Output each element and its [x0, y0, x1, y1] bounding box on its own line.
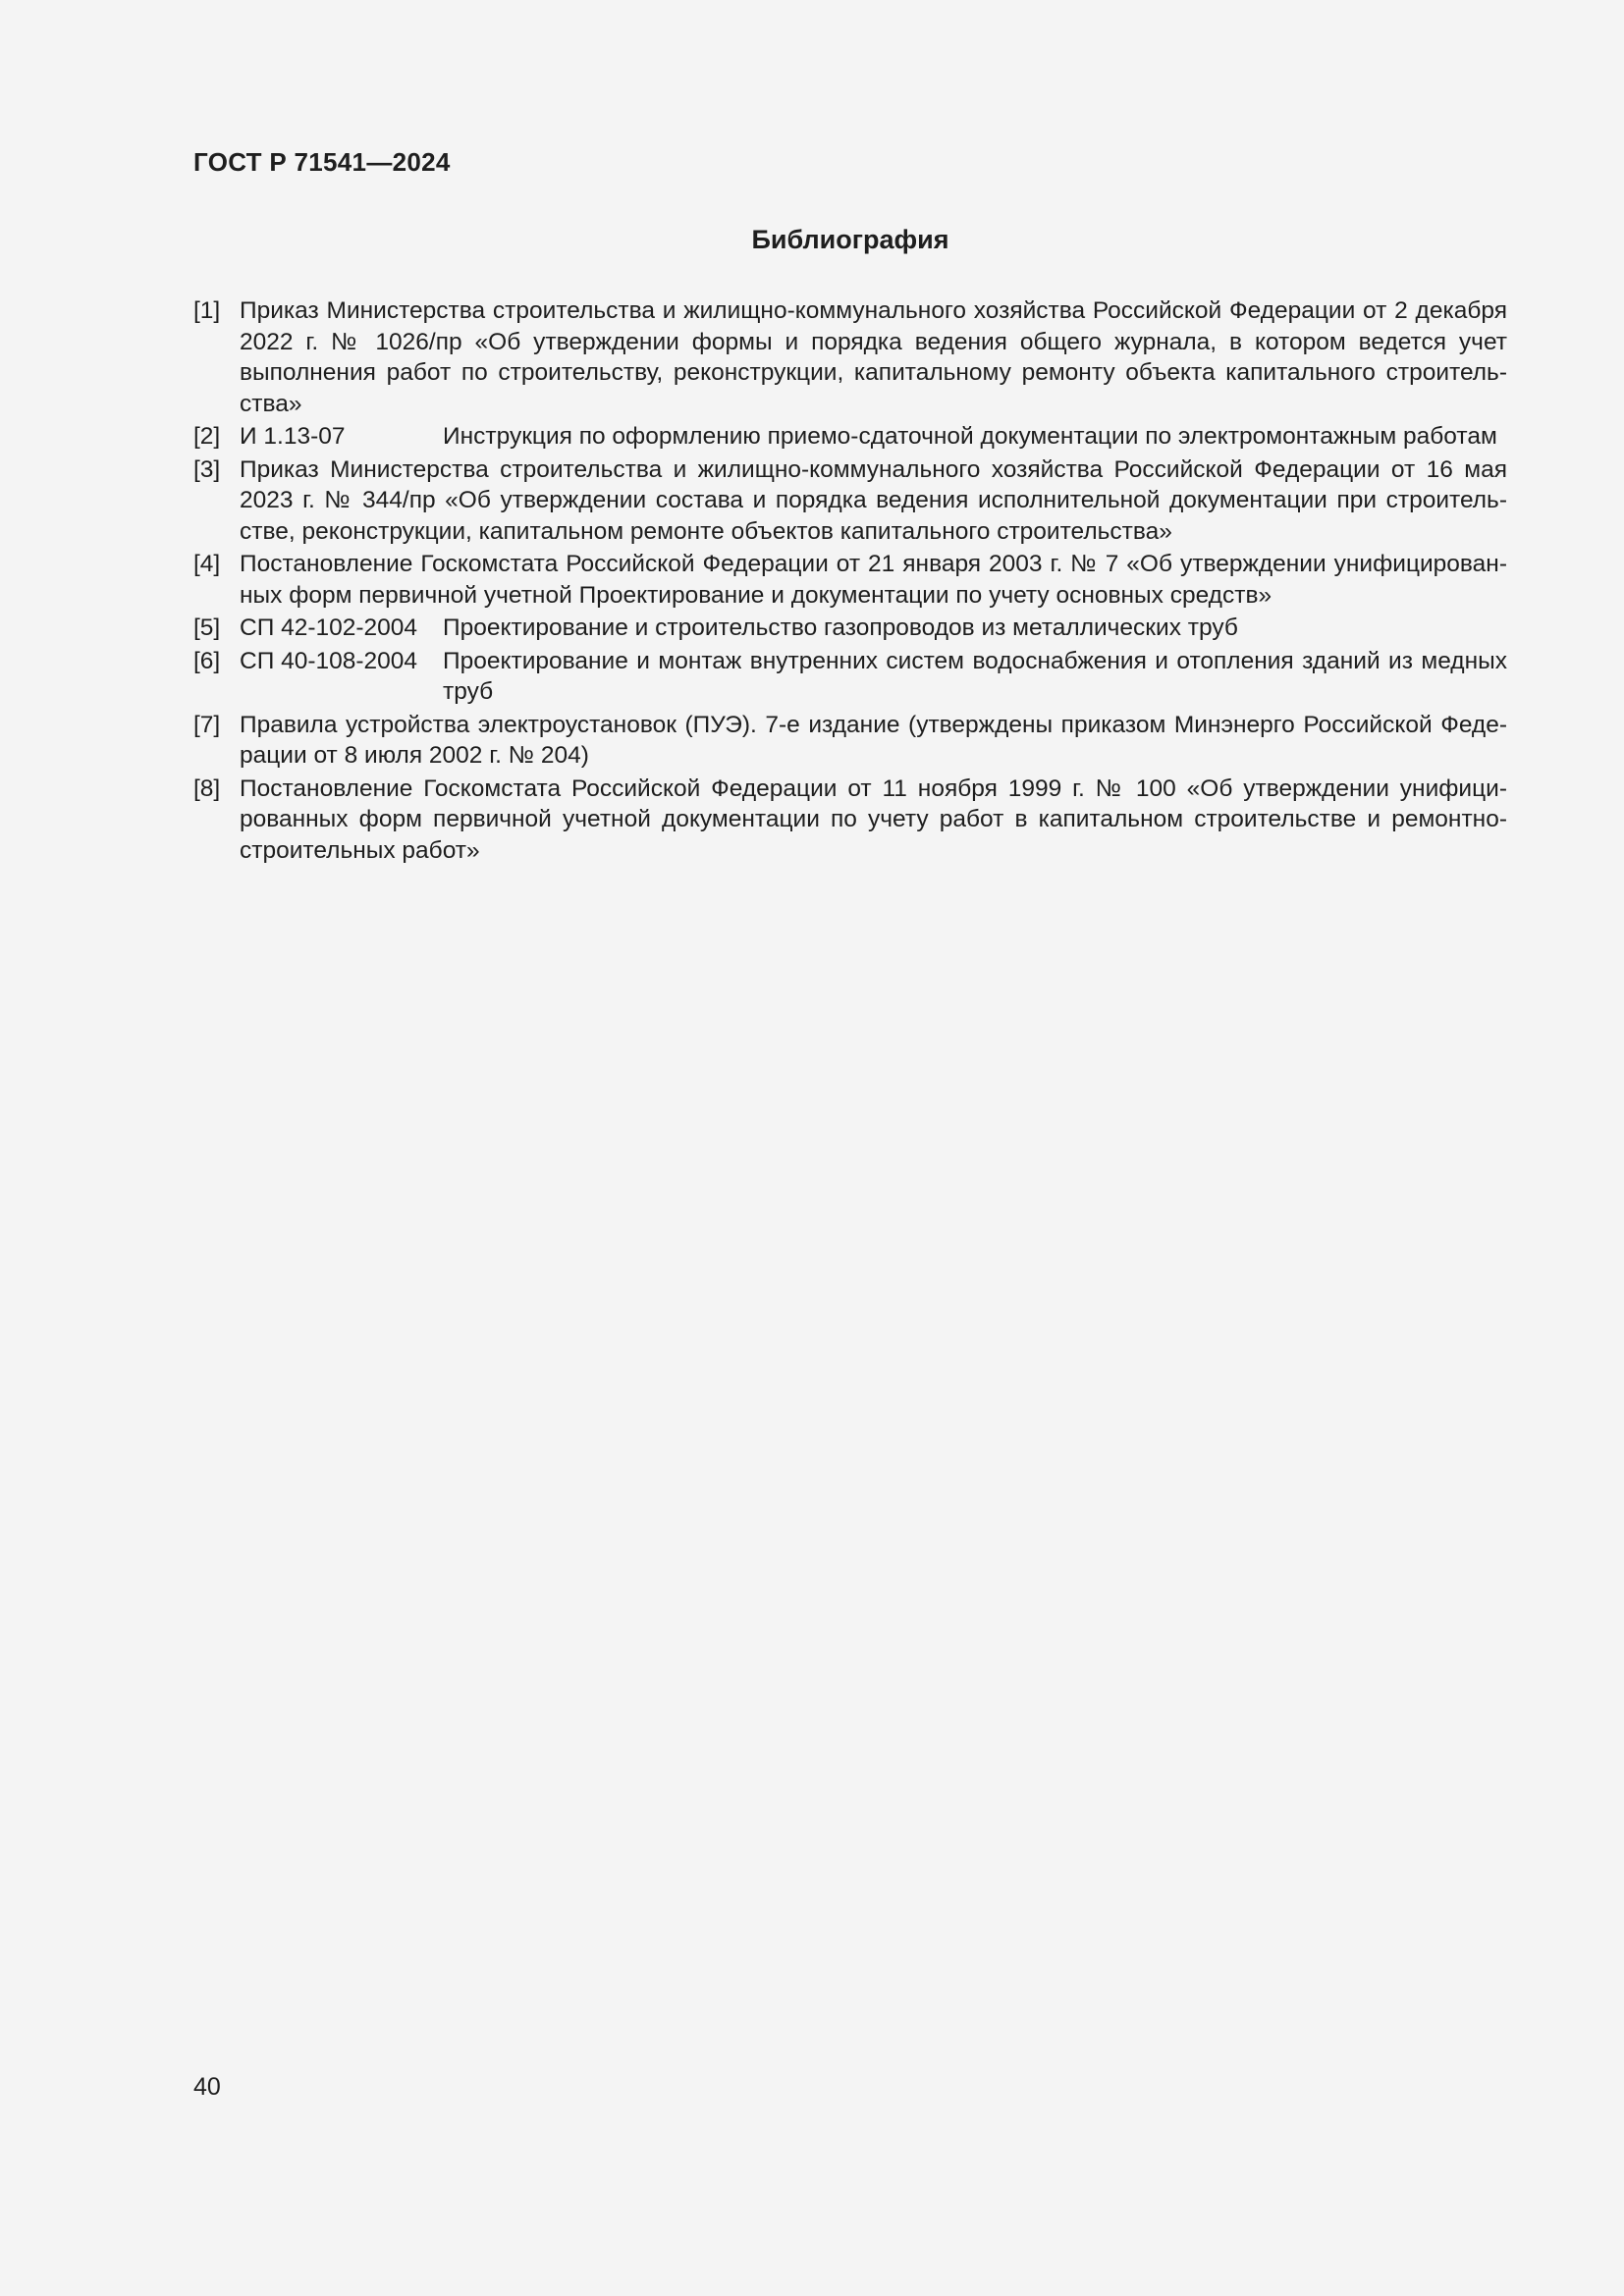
section-title-bibliography: Библиография	[751, 225, 949, 254]
bibliography-entry-2	[193, 421, 1507, 453]
bibliography-entry-text: Правила устройства электроустановок (ПУЭ). 7-е издание (утверждены приказом Минэнерго Российской Федерации от 8 июля 2002 г. № 204)	[240, 711, 1507, 769]
bibliography-entry-7	[193, 710, 1507, 772]
document-code: ГОСТ Р 71541—2024	[193, 147, 451, 177]
bibliography-entry-8	[193, 774, 1507, 867]
bibliography-entry-text: Проектирование и монтаж внутренних систем водоснабжения и отопления зданий из медных труб	[443, 647, 1507, 705]
bibliography-list	[193, 295, 1507, 868]
bibliography-entry-4	[193, 549, 1507, 611]
bibliography-entry-5	[193, 613, 1507, 644]
bibliography-entry-1	[193, 295, 1507, 419]
bibliography-entry-text: Приказ Министерства строительства и жилищно-коммунального хозяйства Российской Федерации от 16 мая 2023 г. № 344/пр «Об утверждении состава и порядка ведения исполнительной документации при строительстве, реконструкции, капитальном ремонте объектов капитального строительства»	[240, 455, 1507, 545]
bibliography-entry-text: Постановление Госкомстата Российской Федерации от 11 ноября 1999 г. № 100 «Об утверждении унифицированных форм первичной учетной документации по учету работ в капитальном строительстве и ремонтно-строительных работ»	[240, 774, 1507, 864]
bibliography-entry-text: Постановление Госкомстата Российской Федерации от 21 января 2003 г. № 7 «Об утверждении унифицированных форм первичной учетной Проектирование и документации по учету основных средств»	[240, 551, 1507, 609]
bibliography-entry-number: [5]	[193, 614, 221, 641]
bibliography-entry-number: [7]	[193, 711, 221, 738]
bibliography-entry-code: СП 40-108-2004	[240, 647, 418, 674]
bibliography-entry-code: СП 42-102-2004	[240, 614, 418, 641]
bibliography-entry-text: Инструкция по оформлению приемо-сдаточной документации по электромонтажным работам	[443, 423, 1497, 450]
bibliography-entry-text: Приказ Министерства строительства и жилищно-коммунального хозяйства Российской Федерации от 2 декабря 2022 г. № 1026/пр «Об утверждении формы и порядка ведения общего журнала, в котором ведется учет выполнения работ по строительству, реконструкции, капитальному ремонту объекта капитального строительства»	[240, 297, 1507, 417]
bibliography-entry-number: [4]	[193, 551, 221, 577]
page-number: 40	[193, 2073, 221, 2101]
bibliography-entry-number: [6]	[193, 647, 221, 674]
bibliography-entry-number: [1]	[193, 297, 221, 324]
bibliography-entry-6	[193, 646, 1507, 708]
bibliography-entry-text: Проектирование и строительство газопроводов из металлических труб	[443, 614, 1238, 641]
bibliography-entry-number: [3]	[193, 455, 221, 483]
bibliography-entry-3	[193, 454, 1507, 548]
bibliography-entry-number: [8]	[193, 774, 221, 802]
bibliography-entry-number: [2]	[193, 423, 221, 450]
bibliography-entry-code: И 1.13-07	[240, 423, 346, 450]
